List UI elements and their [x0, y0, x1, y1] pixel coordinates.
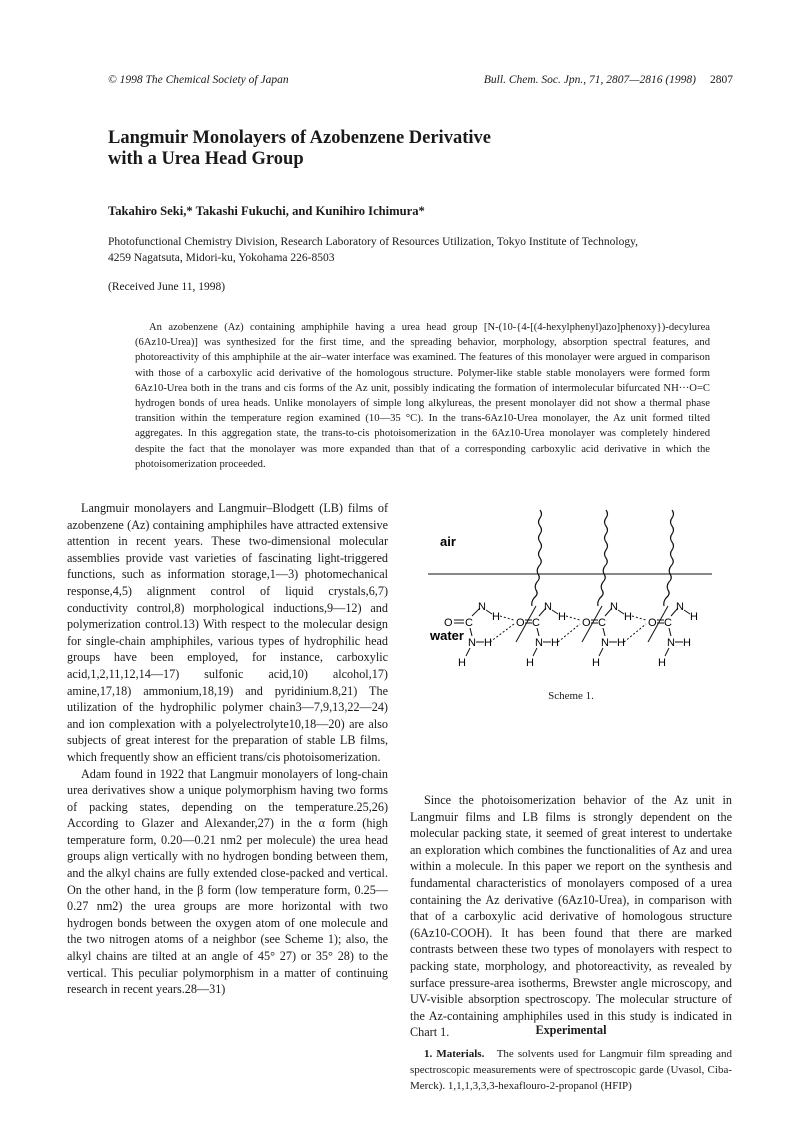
abstract-text: An azobenzene (Az) containing amphiphile having a urea head group [N-(10-{4-[(4-hexylphenyl)azo]phenoxy})-decylurea (6Az10-Urea)] was synthesized for the first time, and the spreading behavior, morphology, absorption spectral features, and photoreactivity of this amphiphile at the air–water interface was examined. The features of this monolayer were argued in comparison with those of a carboxylic acid derivative of the homologous structure. Polymer-like stable stable monolayers were formed form 6Az10-Urea both in the trans and cis forms of the Az unit, possibly indicating the formation of intermolecular bifurcated NH···O=C hydrogen bonds of urea heads. Unlike monolayers of simple long alkylureas, the present monolayer did not show a thermal phase transition within the temperature region examined (10—35 °C). In the trans-6Az10-Urea monolayer, the Az unit formed tilted aggregates. In this aggregation state, the trans-to-cis photoisomerization in the 6Az10-Urea monolayer was completely hindered despite the fact that the monolayer was more expanded than that of a corresponding carboxylic acid derivative in which the photoisomerization proceeded.: [135, 322, 710, 470]
svg-text:N: N: [667, 637, 675, 649]
svg-text:H: H: [558, 611, 566, 623]
svg-text:N: N: [544, 601, 552, 613]
svg-text:O: O: [582, 617, 591, 629]
svg-text:N: N: [610, 601, 618, 613]
journal-citation: Bull. Chem. Soc. Jpn., 71, 2807—2816 (1998): [483, 74, 696, 86]
svg-text:N: N: [601, 637, 609, 649]
alkyl-chain-2: [598, 510, 608, 606]
abstract: [135, 320, 710, 472]
materials-section: [410, 1046, 732, 1094]
scheme-1-diagram: [428, 502, 712, 682]
svg-text:H: H: [551, 637, 559, 649]
experimental-heading: Experimental: [535, 1023, 607, 1037]
received-date: (Received June 11, 1998): [108, 281, 226, 293]
water-label: water: [430, 628, 464, 643]
affiliation-line-1: Photofunctional Chemistry Division, Research Laboratory of Resources Utilization, Tokyo Institute of Technology,: [108, 236, 638, 248]
intro-paragraph-1: Langmuir monolayers and Langmuir–Blodgett (LB) films of azobenzene (Az) containing amphiphiles have attracted extensive attention in recent years. These two-dimensional molecular assemblies provide vast varieties of fascinating light-triggered functions, such as information storage,1—3) photomechanical response,4,5) alignment control of liquid crystals,6,7) conductivity control,8) morphological inductions,9—12) and polymerization control.13) With respect to the molecular design for single-chain amphiphiles, various types of hydrophilic head groups have been employed, for instance, carboxylic acid,1,2,11,12,14—17) sulfonic acid,10) alcohol,17) amine,17,18) ammonium,18,19) and pyridinium.8,21) The utilization of the hydrophilic polymer chain3—7,9,13,22—24) and ion complexation with a polyelectrolyte10,18—20) are also subjects of great interest for the preparation of stable LB films, which frequently show an efficient trans/cis photoisomerization.: [67, 501, 388, 764]
svg-text:C: C: [532, 617, 540, 629]
svg-text:H: H: [617, 637, 625, 649]
intro-paragraph-3: Since the photoisomerization behavior of the Az unit in Langmuir films and LB films is strongly dependent on the molecular packing state, it seemed of great interest to undertake an exploration which combines the functionalities of Az and urea within a molecule. In this paper we report on the synthesis and fundamental characteristics of monolayers composed of a urea containing the Az derivative (6Az10-Urea), in comparison with that of a carboxylic acid derivative of homologous structure (6Az10-COOH). It has been found that there are marked contrasts between these two types of monolayers with respect to packing state, morphology, and photoreactivity, as revealed by surface pressure-area isotherms, Brewster angle microscopy, and UV-visible absorption spectroscopy. The molecular structure of the Az-containing amphiphiles used in this study is indicated in Chart 1.: [410, 793, 732, 1040]
svg-text:C: C: [465, 617, 473, 629]
svg-text:N: N: [478, 601, 486, 613]
page-number: 2807: [710, 74, 733, 86]
svg-text:C: C: [664, 617, 672, 629]
air-label: air: [440, 534, 456, 549]
svg-text:H: H: [484, 637, 492, 649]
left-column: [67, 500, 388, 998]
svg-text:O: O: [444, 617, 453, 629]
svg-text:H: H: [526, 657, 534, 669]
article-title: [108, 128, 728, 170]
svg-text:O: O: [516, 617, 525, 629]
scheme-caption: Scheme 1.: [548, 690, 594, 702]
author-list: Takahiro Seki,* Takashi Fukuchi, and Kunihiro Ichimura*: [108, 204, 425, 218]
affiliation: [108, 234, 638, 266]
alkyl-chain-1: [532, 510, 542, 606]
right-column: [410, 792, 732, 1041]
svg-text:N: N: [676, 601, 684, 613]
svg-text:N: N: [535, 637, 543, 649]
materials-label: 1. Materials.: [424, 1048, 485, 1060]
journal-header: [484, 74, 733, 86]
svg-text:H: H: [683, 637, 691, 649]
svg-text:O: O: [648, 617, 657, 629]
title-line-2: with a Urea Head Group: [108, 149, 304, 169]
intro-paragraph-2: Adam found in 1922 that Langmuir monolayers of long-chain urea derivatives show a unique polymorphism having two forms of packing states, depending on the temperature.25,26) According to Glazer and Alexander,27) in the α form (high temperature form, 0.20—0.21 nm2 per molecule) the urea head groups align vertically with no hydrogen bonding between them, and the alkyl chains are fully extended close-packed and vertical. On the other hand, in the β form (low temperature form, 0.25—0.27 nm2) the urea groups are more horizontal with two hydrogen bonds between the oxygen atom of one molecule and the two nitrogen atoms of a neighbor (see Scheme 1); also, the alkyl chains are tilted at an angle of 45° 27) or 35° 28) to the vertical. This peculiar polymorphism in a matter of continuing research in recent years.28—31): [67, 766, 388, 997]
svg-text:H: H: [458, 657, 466, 669]
svg-text:H: H: [492, 611, 500, 623]
svg-text:C: C: [598, 617, 606, 629]
svg-text:N: N: [468, 637, 476, 649]
svg-text:H: H: [592, 657, 600, 669]
alkyl-chain-3: [664, 510, 674, 606]
materials-text: The solvents used for Langmuir film spreading and spectroscopic measurements were of spectroscopic garde (Uvasol, Ciba-Merck). 1,1,1,3,3,3-hexaflouro-2-propanol (HFIP): [410, 1048, 733, 1092]
copyright-notice: © 1998 The Chemical Society of Japan: [108, 74, 289, 86]
svg-text:H: H: [658, 657, 666, 669]
affiliation-line-2: 4259 Nagatsuta, Midori-ku, Yokohama 226-8503: [108, 252, 335, 264]
svg-text:H: H: [690, 611, 698, 623]
title-line-1: Langmuir Monolayers of Azobenzene Derivative: [108, 128, 491, 148]
svg-text:H: H: [624, 611, 632, 623]
